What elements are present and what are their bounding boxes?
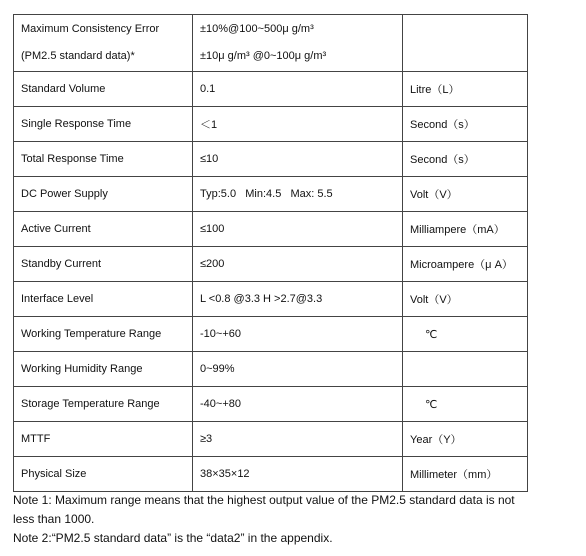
parameter-cell: Active Current [14, 212, 193, 247]
value-cell: ≤200 [193, 247, 403, 282]
value-cell: 0.1 [193, 72, 403, 107]
value-cell: -40~+80 [193, 387, 403, 422]
unit-cell: Second（s） [403, 142, 528, 177]
table-row [14, 282, 528, 317]
parameter-cell: Working Humidity Range [14, 352, 193, 387]
table-row [14, 107, 528, 142]
parameter-cell: DC Power Supply [14, 177, 193, 212]
table-row [14, 15, 528, 72]
unit-cell [403, 352, 528, 387]
note-2: Note 2:“PM2.5 standard data” is the “data2” in the appendix. [13, 531, 333, 545]
parameter-cell: Physical Size [14, 457, 193, 492]
parameter-cell: Storage Temperature Range [14, 387, 193, 422]
notes-section [13, 491, 533, 548]
table-row [14, 177, 528, 212]
parameter-cell: Standard Volume [14, 72, 193, 107]
table-row [14, 457, 528, 492]
specification-table [13, 14, 528, 492]
unit-cell: Millimeter（mm） [403, 457, 528, 492]
parameter-line: Maximum Consistency Error [21, 23, 160, 35]
value-cell: 38×35×12 [193, 457, 403, 492]
value-cell: ＜1 [193, 107, 403, 142]
unit-cell: Milliampere（mA） [403, 212, 528, 247]
value-cell: ≤100 [193, 212, 403, 247]
note-1: Note 1: Maximum range means that the highest output value of the PM2.5 standard data is not less than 1000. [13, 493, 515, 526]
parameter-line: (PM2.5 standard data)* [21, 50, 135, 62]
table-row [14, 352, 528, 387]
value-cell: ≤10 [193, 142, 403, 177]
parameter-cell: Interface Level [14, 282, 193, 317]
table-row [14, 387, 528, 422]
unit-cell: Volt（V） [403, 282, 528, 317]
table-row [14, 212, 528, 247]
unit-cell: ℃ [403, 387, 528, 422]
value-cell: ≥3 [193, 422, 403, 457]
unit-cell: Year（Y） [403, 422, 528, 457]
table-row [14, 247, 528, 282]
unit-cell: Microampere（μ A） [403, 247, 528, 282]
unit-cell: ℃ [403, 317, 528, 352]
unit-cell: Litre（L） [403, 72, 528, 107]
value-cell: Typ:5.0 Min:4.5 Max: 5.5 [193, 177, 403, 212]
value-cell: 0~99% [193, 352, 403, 387]
table-row [14, 422, 528, 457]
parameter-cell [14, 15, 193, 72]
value-cell [193, 15, 403, 72]
unit-cell: Volt（V） [403, 177, 528, 212]
unit-cell: Second（s） [403, 107, 528, 142]
table-row [14, 317, 528, 352]
parameter-cell: Total Response Time [14, 142, 193, 177]
parameter-cell: MTTF [14, 422, 193, 457]
parameter-cell: Standby Current [14, 247, 193, 282]
value-line: ±10μ g/m³ @0~100μ g/m³ [200, 50, 327, 62]
value-line: ±10%@100~500μ g/m³ [200, 23, 314, 35]
unit-cell [403, 15, 528, 72]
parameter-cell: Working Temperature Range [14, 317, 193, 352]
value-cell: L <0.8 @3.3 H >2.7@3.3 [193, 282, 403, 317]
table-row [14, 142, 528, 177]
table-row [14, 72, 528, 107]
parameter-cell: Single Response Time [14, 107, 193, 142]
value-cell: -10~+60 [193, 317, 403, 352]
